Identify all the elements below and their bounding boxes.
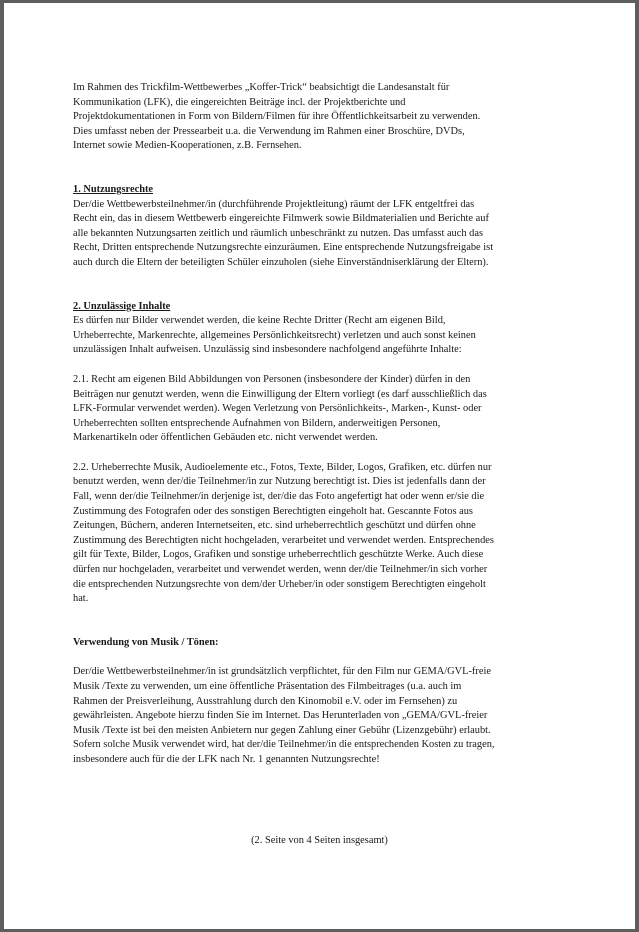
text-line: benutzt werden, wenn der/die Teilnehmer/in zur Nutzung berechtigt ist. Dies ist jedenfalls dann der	[73, 476, 486, 488]
text-line: LFK-Formular verwendet werden). Wegen Verletzung von Persönlichkeits-, Marken-, Kunst- oder	[73, 403, 482, 415]
text-line: Projektdokumentationen in Form von Bildern/Filmen für ihre Öffentlichkeitsarbeit zu verwenden.	[73, 111, 481, 123]
text-line: dürfen nur hochgeladen, verarbeitet und verwendet werden, wenn der/die Teilnehmer/in sich vorher	[73, 564, 488, 576]
section-heading: 1. Nutzungsrechte	[73, 183, 154, 195]
text-line: Urheberrechten sollten entsprechende Aufnahmen von Bildern, anderweitigen Personen,	[73, 417, 441, 429]
section-unzulaessige-inhalte	[73, 300, 583, 607]
text-line: Sofern solche Musik verwendet wird, hat der/die Teilnehmer/in die entsprechenden Kosten zu tragen,	[73, 739, 495, 751]
text-line: Im Rahmen des Trickfilm-Wettbewerbes „Koffer-Trick“ beabsichtigt die Landesanstalt für	[73, 82, 450, 93]
text-line: Internet sowie Medien-Kooperationen, z.B. Fernsehen.	[73, 140, 302, 152]
text-line: Zustimmung des Berechtigten nicht hochgeladen, verarbeitet und verwendet werden. Entsprechendes	[73, 534, 494, 546]
text-line: Beiträgen nur genutzt werden, wenn die Einwilligung der Eltern vorliegt (es darf ausschließlich das	[73, 388, 487, 400]
text-line: Es dürfen nur Bilder verwendet werden, die keine Rechte Dritter (Recht am eigenen Bild,	[73, 315, 446, 327]
text-line: Fall, wenn der/die Teilnehmer/in derjenige ist, der/die das Foto angefertigt hat oder wenn er/sie die	[73, 491, 485, 503]
text-line: 2.2. Urheberrechte Musik, Audioelemente etc., Fotos, Texte, Bilder, Logos, Grafiken, etc. dürfen nur	[73, 461, 492, 473]
subsection-urheberrechte	[73, 461, 583, 607]
text-line: Recht ein, das in diesem Wettbewerb eingereichte Filmwerk sowie Bildmaterialien und Berichte auf	[73, 213, 489, 225]
text-line: gewährleisten. Angebote hierzu finden Sie im Internet. Das Herunterladen von „GEMA/GVL-freier	[73, 710, 488, 722]
text-line: Musik /Texte zu verwenden, um eine öffentliche Präsentation des Filmbeitrages (u.a. auch im	[73, 681, 462, 692]
section-heading: 2. Unzulässige Inhalte	[73, 300, 171, 312]
text-line: Der/die Wettbewerbsteilnehmer/in ist grundsätzlich verpflichtet, für den Film nur GEMA/GVL-freie	[73, 666, 491, 678]
text-line: die entsprechenden Nutzungsrechte von dem/der Urheber/in oder sonstigem Berechtigten eingeholt	[73, 578, 486, 590]
text-line: Kommunikation (LFK), die eingereichten Beiträge incl. der Projektberichte und	[73, 96, 406, 108]
section-musik	[73, 636, 583, 768]
text-line: auch durch die Eltern der beteiligten Schüler einzuholen (siehe Einverständniserklärung der Eltern).	[73, 256, 489, 268]
section-nutzungsrechte	[73, 183, 583, 271]
page-footer: (2. Seite von 4 Seiten insgesamt)	[251, 835, 388, 846]
text-line: Rahmen der Preisverleihung, Ausstrahlung durch den Kinomobil e.V. oder im Fernsehen) zu	[73, 695, 458, 707]
text-line: Musik /Texte ist bei den meisten Anbietern nur gegen Zahlung einer Gebühr (Lizenzgebühr) erlaubt.	[73, 724, 491, 736]
text-line: Dies umfasst neben der Pressearbeit u.a. die Verwendung im Rahmen einer Broschüre, DVDs,	[73, 125, 465, 137]
text-line: gilt für Texte, Bilder, Logos, Grafiken und sonstige urheberrechtlich geschützte Werke. Auch diese	[73, 549, 484, 561]
text-line: 2.1. Recht am eigenen Bild Abbildungen von Personen (insbesondere der Kinder) dürfen in den	[73, 373, 471, 385]
text-line: Urheberrechte, Markenrechte, allgemeines Persönlichkeitsrecht) verletzen und auch sonst keinen	[73, 329, 476, 341]
text-line: Zeitungen, Büchern, anderen Internetseiten, etc. sind urheberrechtlich geschützt und dürfen ohne	[73, 520, 476, 532]
text-line: Recht, Dritten entsprechende Nutzungsrechte einzuräumen. Eine entsprechende Nutzungsfreigabe ist	[73, 242, 494, 254]
text-line: Zustimmung des Fotografen oder des sonstigen Berechtigten eingeholt hat. Gescannte Fotos aus	[73, 505, 473, 517]
intro-paragraph	[73, 81, 583, 154]
document-page	[4, 3, 635, 929]
text-line: insbesondere auch für die der LFK nach Nr. 1 genannten Nutzungsrechte!	[73, 753, 380, 765]
subsection-recht-am-eigenen-bild	[73, 373, 583, 446]
text-line: Markenartikeln oder öffentlichen Gebäuden etc. nicht verwendet werden.	[73, 432, 378, 444]
text-line: unzulässigen Inhalt aufweisen. Unzulässig sind insbesondere nachfolgend angeführte Inhalte:	[73, 344, 462, 356]
document-body	[73, 81, 583, 768]
text-line: hat.	[73, 593, 89, 605]
text-line: Der/die Wettbewerbsteilnehmer/in (durchführende Projektleitung) räumt der LFK entgeltfrei das	[73, 198, 475, 210]
section-heading: Verwendung von Musik / Tönen:	[73, 636, 219, 648]
text-line: alle bekannten Nutzungsarten zeitlich und räumlich unbeschränkt zu nutzen. Das umfasst auch das	[73, 227, 484, 239]
